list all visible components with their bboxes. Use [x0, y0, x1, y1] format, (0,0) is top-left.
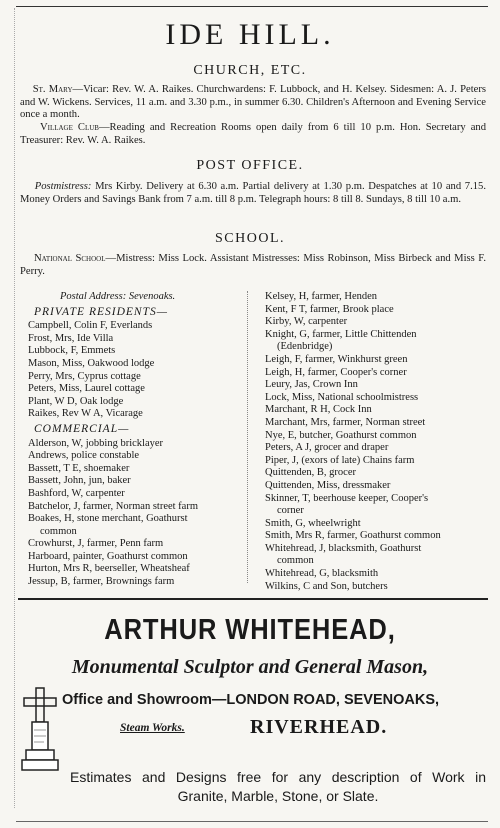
post-office-text: Mrs Kirby. Delivery at 6.30 a.m. Partial delivery at 1.30 p.m. Despatches at 10 and 7.15. Money Orders and Savings Bank from 7 a.m. till 8 p.m. Telegraph hours: 8 till 8. Sundays, 8 till 10 a.m. — [20, 181, 486, 205]
school-paragraph — [20, 253, 486, 278]
advert-trade: Monumental Sculptor and General Mason, — [71, 656, 429, 678]
directory-entry: Whitehread, G, blacksmith — [265, 568, 379, 580]
directory-entry: Kirby, W, carpenter — [265, 316, 348, 328]
advert-office: Office and Showroom—LONDON ROAD, SEVENOAKS, — [62, 692, 440, 708]
advert-estimates — [70, 768, 486, 806]
directory-entry: Mason, Miss, Oakwood lodge — [28, 357, 155, 369]
church-text: —Vicar: Rev. W. A. Raikes. Churchwardens: F. Lubbock, and H. Kelsey. Sidesmen: A. J. Peters and W. Wickens. Services, 11 a.m. and 3.30 p.m., in summer 6.30. Children's Afternoon and Evening Service once a month. — [20, 84, 487, 121]
advert-separator — [18, 598, 488, 600]
directory-entry: Leigh, F, farmer, Winkhurst green — [265, 353, 408, 365]
directory-entry: corner — [277, 505, 304, 517]
directory-entry: Lock, Miss, National schoolmistress — [265, 391, 419, 403]
directory-entry: Peters, A J, grocer and draper — [265, 442, 389, 454]
top-rule — [16, 6, 488, 7]
directory-entry: Piper, J, (exors of late) Chains farm — [265, 454, 415, 466]
directory-entry: Whitehread, J, blacksmith, Goathurst — [265, 542, 422, 554]
private-residents-heading: PRIVATE RESIDENTS— — [34, 305, 168, 318]
postal-address: Postal Address: Sevenoaks. — [60, 291, 176, 302]
advert-estimates-line1: Estimates and Designs free for any description of Work in — [70, 769, 486, 785]
directory-entry: Leury, Jas, Crown Inn — [265, 379, 358, 391]
directory-entry: Peters, Miss, Laurel cottage — [28, 383, 145, 395]
directory-entry: Frost, Mrs, Ide Villa — [28, 332, 114, 344]
bottom-rule — [16, 821, 488, 822]
directory-entry: Andrews, police constable — [28, 450, 140, 462]
directory-entry: Alderson, W, jobbing bricklayer — [28, 437, 164, 449]
directory-entry: Knight, G, farmer, Little Chittenden — [265, 328, 417, 340]
cross-monument-icon — [20, 686, 60, 806]
directory-entry: Raikes, Rev W A, Vicarage — [28, 408, 143, 420]
advert-place: RIVERHEAD. — [250, 716, 388, 738]
advert-steam-works: Steam Works. — [120, 722, 185, 734]
directory-entry: Bassett, T E, shoemaker — [28, 462, 130, 474]
directory-entry: Kelsey, H, farmer, Henden — [265, 291, 378, 302]
commercial-list-right — [257, 291, 489, 593]
page-title: IDE HILL. — [165, 18, 335, 51]
church-heading: CHURCH, ETC. — [193, 63, 307, 78]
directory-entry: Perry, Mrs, Cyprus cottage — [28, 370, 141, 382]
directory-entry: common — [277, 555, 314, 567]
directory-entry: Wilkins, C and Son, butchers — [265, 580, 388, 592]
directory-entry: Harboard, painter, Goathurst common — [28, 550, 188, 562]
directory-entry: Smith, G, wheelwright — [265, 517, 361, 529]
advert-name: ARTHUR WHITEHEAD, — [104, 614, 396, 646]
school-name: National School — [34, 253, 106, 264]
commercial-heading: COMMERCIAL— — [34, 422, 130, 435]
directory-entry: Kent, F T, farmer, Brook place — [265, 303, 394, 315]
village-club-name: Village Club — [39, 122, 99, 133]
directory-entry: Bassett, John, jun, baker — [28, 475, 131, 487]
left-column — [20, 291, 246, 589]
post-office-paragraph — [20, 181, 486, 206]
directory-entry: Bashford, W, carpenter — [28, 487, 125, 499]
directory-entry: Campbell, Colin F, Everlands — [28, 320, 153, 332]
advert-estimates-line2: Granite, Marble, Stone, or Slate. — [177, 788, 379, 804]
directory-entry: Crowhurst, J, farmer, Penn farm — [28, 538, 164, 550]
directory-entry: Leigh, H, farmer, Cooper's corner — [265, 366, 407, 378]
directory-entry: Quittenden, Miss, dressmaker — [265, 479, 391, 491]
directory-entry: Nye, E, butcher, Goathurst common — [265, 429, 417, 441]
private-residents-list — [20, 320, 246, 421]
directory-entry: Plant, W D, Oak lodge — [28, 395, 124, 407]
church-paragraph — [20, 84, 486, 122]
directory-entry: Marchant, R H, Cock Inn — [265, 404, 372, 416]
postmistress-label: Postmistress: — [34, 181, 92, 192]
school-text: —Mistress: Miss Lock. Assistant Mistresses: Miss Robinson, Miss Birbeck and Miss F. Perry. — [20, 253, 486, 277]
village-club-paragraph — [20, 122, 486, 147]
directory-entry: Hurton, Mrs R, beerseller, Wheatsheaf — [28, 563, 190, 575]
school-heading: SCHOOL. — [214, 231, 285, 246]
directory-entry: (Edenbridge) — [277, 341, 333, 353]
right-column — [257, 291, 489, 593]
directory-entry: Jessup, B, farmer, Brownings farm — [28, 576, 175, 588]
directory-entry: Smith, Mrs R, farmer, Goathurst common — [265, 530, 441, 542]
directory-entry: Batchelor, J, farmer, Norman street farm — [28, 500, 199, 512]
directory-entry: Skinner, T, beerhouse keeper, Cooper's — [265, 492, 429, 504]
directory-entry: Marchant, Mrs, farmer, Norman street — [265, 416, 426, 428]
village-club-text: —Reading and Recreation Rooms open daily from 6 till 10 p.m. Hon. Secretary and Treasurer: Rev. W. A. Raikes. — [20, 122, 486, 146]
commercial-list-left — [20, 438, 246, 589]
directory-entry: common — [40, 525, 77, 537]
page-edge — [14, 8, 15, 808]
directory-entry: Quittenden, B, grocer — [265, 467, 356, 479]
directory-entry: Boakes, H, stone merchant, Goathurst — [28, 513, 188, 525]
column-divider — [247, 291, 248, 583]
post-office-heading: POST OFFICE. — [196, 158, 304, 173]
church-name: St. Mary — [32, 84, 73, 95]
directory-entry: Lubbock, F, Emmets — [28, 345, 116, 357]
